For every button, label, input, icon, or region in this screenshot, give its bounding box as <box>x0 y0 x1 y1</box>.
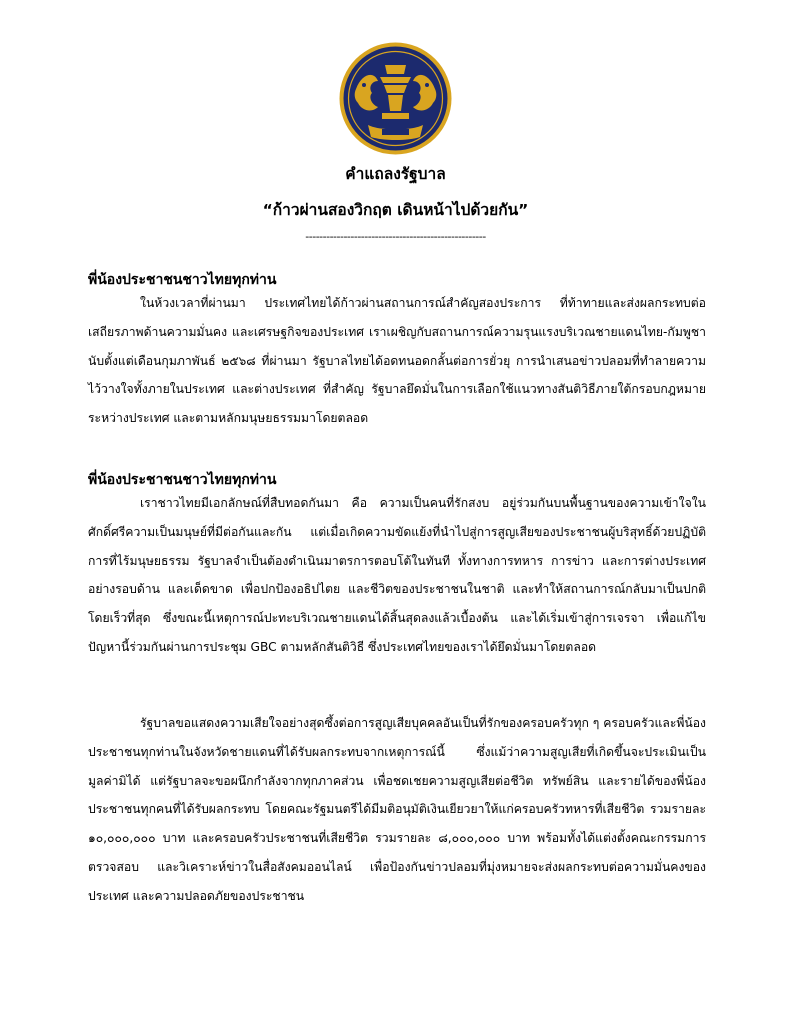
paragraph-3: รัฐบาลขอแสดงความเสียใจอย่างสุดซึ้งต่อการสูญเสียบุคคลอันเป็นที่รักของครอบครัวทุก ๆ ครอบครัวและพี่น้องประชาชนทุกท่านในจังหวัดชายแดนที่ได้รับผลกระทบจากเหตุการณ์นี้ ซึ่งแม้ว่าความสูญเสียที่เกิดขึ้นจะประเมินเป็นมูลค่ามิได้ แต่รัฐบาลจะขอผนึกกำลังจากทุกภาคส่วน เพื่อชดเชยความสูญเสียต่อชีวิต ทรัพย์สิน และรายได้ของพี่น้องประชาชนทุกคนที่ได้รับผลกระทบ โดยคณะรัฐมนตรีได้มีมติอนุมัติเงินเยียวยาให้แก่ครอบครัวทหารที่เสียชีวิต รวมรายละ ๑๐,๐๐๐,๐๐๐ บาท และครอบครัวประชาชนที่เสียชีวิต รวมรายละ ๘,๐๐๐,๐๐๐ บาท พร้อมทั้งได้แต่งตั้งคณะกรรมการตรวจสอบ และวิเคราะห์ข่าวในสื่อสังคมออนไลน์ เพื่อป้องกันข่าวปลอมที่มุ่งหมายจะส่งผลกระทบต่อความมั่นคงของประเทศ และความปลอดภัยของประชาชน <box>88 716 707 903</box>
paragraph-1: ในห้วงเวลาที่ผ่านมา ประเทศไทยได้ก้าวผ่านสถานการณ์สำคัญสองประการ ที่ท้าทายและส่งผลกระทบต่อเสถียรภาพด้านความมั่นคง และเศรษฐกิจของประเทศ เราเผชิญกับสถานการณ์ความรุนแรงบริเวณชายแดนไทย-กัมพูชา นับตั้งแต่เดือนกุมภาพันธ์ ๒๕๖๘ ที่ผ่านมา รัฐบาลไทยได้อดทนอดกลั้นต่อการยั่วยุ การนำเสนอข่าวปลอมที่ทำลายความไว้วางใจทั้งภายในประเทศ และต่างประเทศ ที่สำคัญ รัฐบาลยึดมั่นในการเลือกใช้แนวทางสันติวิธีภายใต้กรอบกฎหมายระหว่างประเทศ และตามหลักมนุษยธรรมมาโดยตลอด <box>88 296 706 426</box>
paragraph-2: เราชาวไทยมีเอกลักษณ์ที่สืบทอดกันมา คือ ความเป็นคนที่รักสงบ อยู่ร่วมกันบนพื้นฐานของความเข้าใจในศักดิ์ศรีความเป็นมนุษย์ที่มีต่อกันและกัน แต่เมื่อเกิดความขัดแย้งที่นำไปสู่การสูญเสียของประชาชนผู้บริสุทธิ์ด้วยปฏิบัติการที่ไร้มนุษยธรรม รัฐบาลจำเป็นต้องดำเนินมาตรการตอบโต้ในทันที ทั้งทางการทหาร การข่าว และการต่างประเทศอย่างรอบด้าน และเด็ดขาด เพื่อปกป้องอธิปไตย และชีวิตของประชาชนในชาติ และทำให้สถานการณ์กลับมาเป็นปกติโดยเร็วที่สุด ซึ่งขณะนี้เหตุการณ์ปะทะบริเวณชายแดนได้สิ้นสุดลงแล้วเบื้องต้น และได้เริ่มเข้าสู่การเจรจา เพื่อแก้ไขปัญหานี้ร่วมกันผ่านการประชุม GBC ตามหลักสันติวิธี ซึ่งประเทศไทยของเราได้ยึดมั่นมาโดยตลอด <box>88 496 706 654</box>
section-heading-2: พี่น้องประชาชนชาวไทยทุกท่าน <box>88 472 277 488</box>
government-seal-icon <box>338 41 453 156</box>
document-subtitle: “ก้าวผ่านสองวิกฤต เดินหน้าไปด้วยกัน” <box>262 201 529 219</box>
document-title: คำแถลงรัฐบาล <box>345 165 446 183</box>
section-heading-1: พี่น้องประชาชนชาวไทยทุกท่าน <box>88 272 277 288</box>
divider-line: ---------------------------------------------------- <box>305 230 486 243</box>
